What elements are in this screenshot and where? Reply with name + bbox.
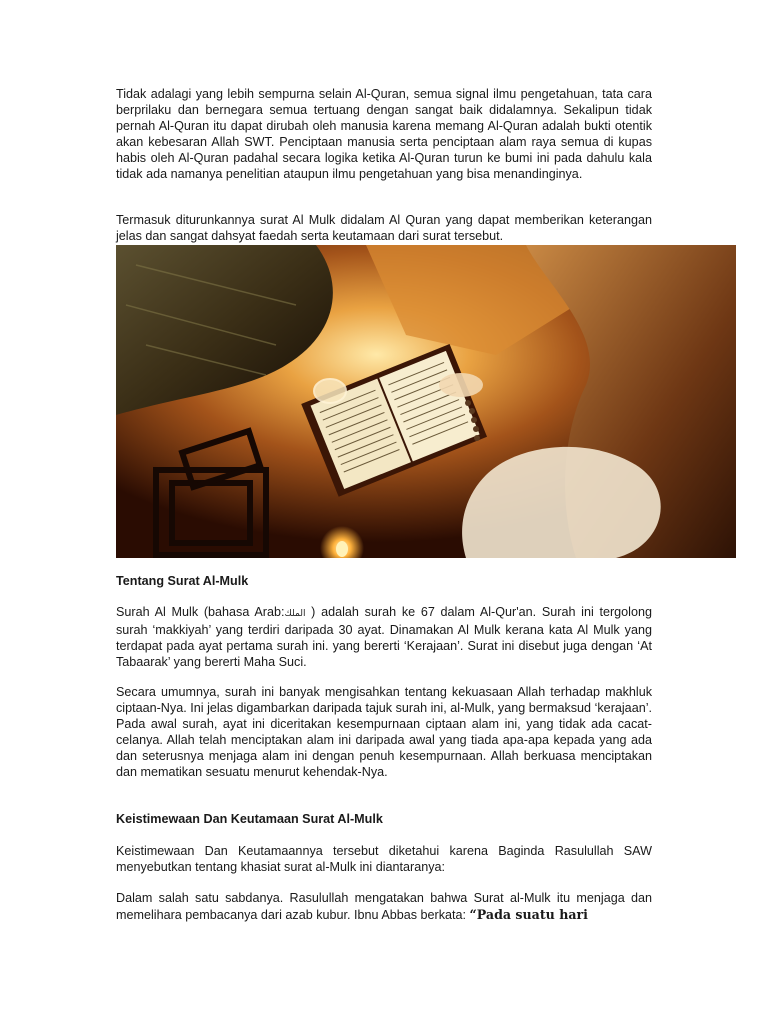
revealed-paragraph — [116, 213, 652, 245]
quran-reading-illustration — [116, 245, 736, 558]
candle-flame — [336, 541, 348, 557]
heading-virtues-text: Keistimewaan Dan Keutamaan Surat Al-Mulk — [116, 812, 383, 826]
hadith-body: Dalam salah satu sabdanya. Rasulullah mengatakan bahwa Surat al-Mulk itu menjaga dan memelihara pembacanya dari azab kubur. Ibnu Abbas berkata: — [116, 891, 652, 922]
intro-text: Tidak adalagi yang lebih sempurna selain Al-Quran, semua signal ilmu pengetahuan, tata cara berprilaku dan bernegara semua tertuang dengan sangat baik didalamnya. Sekalipun tidak pernah Al-Quran itu dapat dirubah oleh manusia karena memang Al-Quran adalah bukti otentik akan kebesaran Allah SWT. Penciptaan manusia serta penciptaan alam raya semua di kupas habis oleh Al-Quran padahal secara logika ketika Al-Quran turun ke bumi ini pada dahulu kala tidak ada namanya penelitian ataupun ilmu pengetahuan yang bisa menandinginya. — [116, 87, 652, 181]
about-text-start: Surah Al Mulk (bahasa Arab: — [116, 605, 285, 619]
virtues-intro-text: Keistimewaan Dan Keutamaannya tersebut diketahui karena Baginda Rasulullah SAW menyebutkan tentang khasiat surat al-Mulk ini diantaranya: — [116, 844, 652, 874]
quran-reading-photo — [116, 245, 736, 558]
about-text — [116, 605, 652, 671]
hadith-quote: “Pada suatu hari — [469, 906, 588, 922]
about-paragraph — [116, 605, 652, 671]
arabic-word: الملك — [284, 609, 306, 619]
general-text: Secara umumnya, surah ini banyak mengisahkan tentang kekuasaan Allah terhadap makhluk ciptaan-Nya. Ini jelas digambarkan daripada tajuk surah ini, al-Mulk, yang bermaksud ‘kerajaan’. Pada awal surah, ayat ini diceritakan kesempurnaan ciptaan alam ini, yang tidak ada cacat-celanya. Allah telah menciptakan alam ini daripada awal yang tiada apa-apa kepada yang ada dan seterusnya menjaga alam ini dengan penuh kesempurnaan. Allah berkuasa menciptakan dan mematikan sesuatu menurut kehendak-Nya. — [116, 685, 652, 779]
about-text-rest: ) adalah surah ke 67 dalam Al-Qur'an. Surah ini tergolong surah ‘makkiyah’ yang terdiri daripada 30 ayat. Dinamakan Al Mulk kerana kata Al Mulk yang terdapat pada ayat pertama surah ini. yang bererti ‘Kerajaan’. Surat ini disebut juga dengan ‘At Tabaarak’ yang bererti Maha Suci. — [116, 605, 652, 669]
section-heading-virtues — [116, 812, 652, 828]
glass-cup — [314, 379, 346, 403]
section-heading-about — [116, 574, 652, 590]
heading-about-text: Tentang Surat Al-Mulk — [116, 574, 249, 588]
revealed-text: Termasuk diturunkannya surat Al Mulk didalam Al Quran yang dapat memberikan keterangan jelas dan sangat dahsyat faedah serta keutamaan dari surat tersebut. — [116, 213, 652, 243]
intro-paragraph — [116, 87, 652, 182]
general-paragraph — [116, 685, 652, 780]
virtues-intro-paragraph — [116, 844, 652, 876]
reader-hand — [439, 373, 483, 397]
hadith-text — [116, 891, 652, 924]
hadith-paragraph — [116, 891, 652, 924]
